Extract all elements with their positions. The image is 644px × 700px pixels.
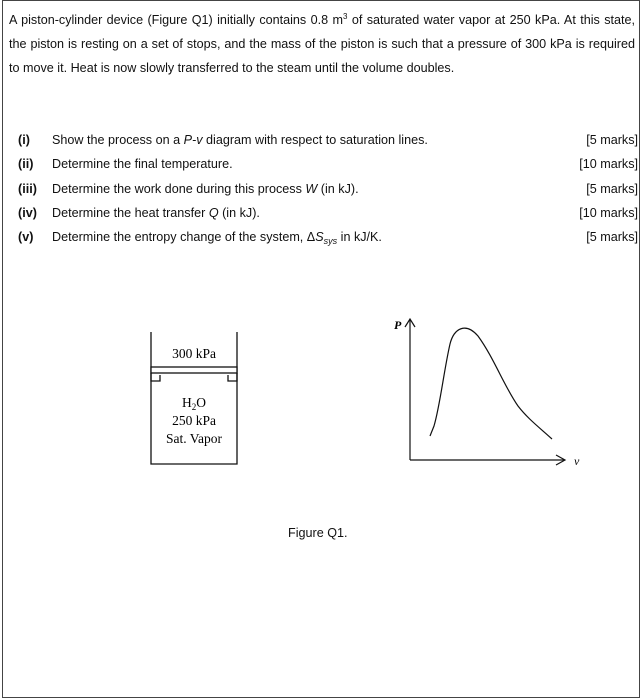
figure-caption: Figure Q1. xyxy=(288,526,348,540)
p-axis-label: P xyxy=(394,318,402,332)
right-stop xyxy=(228,373,237,381)
problem-statement: A piston-cylinder device (Figure Q1) initially contains 0.8 $m^3$ of saturated water vapor at 250 kPa. At this state, the piston is resting on a set of stops, and the mass of the piston is such that a pressure of 300 kPa is required to move it. Heat is now slowly transferred to the steam until the volume doubles. xyxy=(9,12,635,75)
task-list xyxy=(18,130,638,251)
task-text: Determine the entropy change of the system, $\Delta S_{sys}$ in kJ/K. xyxy=(52,230,382,247)
task-marks: [5 marks] xyxy=(586,181,638,196)
piston-pressure-label: 300 kPa xyxy=(172,346,216,361)
task-item xyxy=(18,130,638,154)
task-marks: [5 marks] xyxy=(586,230,638,245)
fluid-label: $H_2O$ xyxy=(182,395,206,412)
piston-cylinder-figure xyxy=(148,332,240,466)
task-text: Determine the heat transfer Q (in kJ). xyxy=(52,205,260,220)
task-number: (i) xyxy=(18,133,30,147)
task-number: (ii) xyxy=(18,157,34,172)
task-number: (iii) xyxy=(18,181,37,196)
task-text: Determine the work done during this process W (in kJ). xyxy=(52,181,359,196)
task-number: (v) xyxy=(18,230,34,245)
task-item xyxy=(18,179,638,203)
task-marks: [10 marks] xyxy=(579,205,638,220)
task-item xyxy=(18,227,638,251)
task-item xyxy=(18,203,638,227)
task-text: Determine the final temperature. xyxy=(52,157,233,172)
task-text: Show the process on a P-v diagram with respect to saturation lines. xyxy=(52,133,428,147)
piston xyxy=(151,367,237,373)
task-marks: [10 marks] xyxy=(579,157,638,172)
state-phase-label: Sat. Vapor xyxy=(166,431,222,446)
left-stop xyxy=(151,373,160,381)
task-item xyxy=(18,154,638,178)
saturation-dome xyxy=(430,328,552,439)
pv-diagram xyxy=(388,314,588,474)
task-marks: [5 marks] xyxy=(586,133,638,147)
task-number: (iv) xyxy=(18,205,37,220)
state-pressure-label: 250 kPa xyxy=(172,413,216,428)
v-axis-label: v xyxy=(574,454,580,468)
